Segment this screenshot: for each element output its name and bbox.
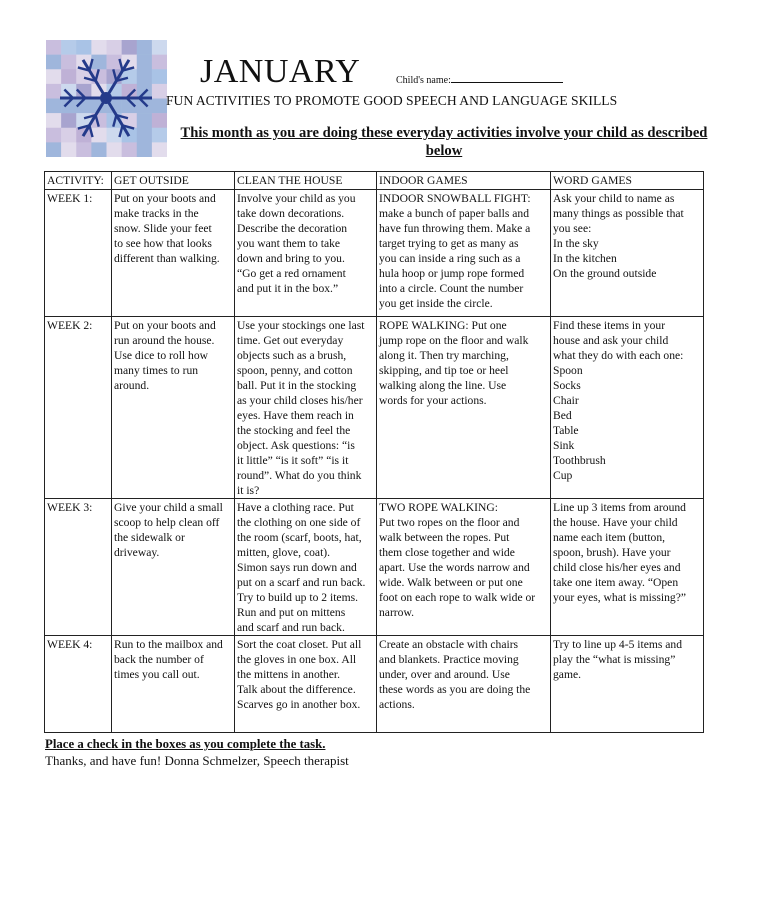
cell-text-line: child close his/her eyes and	[553, 561, 681, 574]
activity-cell	[235, 190, 377, 317]
cell-text-line: the room (scarf, boots, hat,	[237, 531, 362, 544]
cell-text-line: have fun throwing them. Make a	[379, 222, 531, 235]
cell-text-line: wide. Walk between or put one	[379, 576, 523, 589]
cell-text-line: make a bunch of paper balls and	[379, 207, 530, 220]
cell-text-line: the mittens in another.	[237, 668, 341, 681]
cell-text-line: In the kitchen	[553, 252, 617, 265]
cell-text-line: name each item (button,	[553, 531, 666, 544]
cell-text-line: Run and put on mittens	[237, 606, 346, 619]
table-row	[45, 636, 704, 733]
cell-text-line: words for your actions.	[379, 394, 487, 407]
cell-text-line: hula hoop or jump rope formed	[379, 267, 525, 280]
child-name-blank	[451, 73, 563, 83]
column-header: CLEAN THE HOUSE	[235, 172, 377, 190]
cell-text-line: and put it in the box.”	[237, 282, 339, 295]
table-header-row	[45, 172, 704, 190]
cell-text-line: Put two ropes on the floor and	[379, 516, 520, 529]
cell-text-line: put on a scarf and run back.	[237, 576, 366, 589]
cell-text-line: Sort the coat closet. Put all	[237, 638, 362, 651]
cell-text-line: skipping, and tip toe or heel	[379, 364, 509, 377]
cell-text-line: eyes. Have them reach in	[237, 409, 354, 422]
cell-text-line: actions.	[379, 698, 415, 711]
week-label: WEEK 2:	[45, 317, 112, 499]
cell-text-line: spoon, penny, and cotton	[237, 364, 353, 377]
cell-text-line: target trying to get as many as	[379, 237, 519, 250]
cell-text-line: Scarves go in another box.	[237, 698, 361, 711]
cell-text-line: driveway.	[114, 546, 160, 559]
cell-text-line: TWO ROPE WALKING:	[379, 501, 498, 514]
cell-text-line: down and bring to you.	[237, 252, 345, 265]
cell-text-line: walking along the line. Use	[379, 379, 507, 392]
table-body	[45, 190, 704, 733]
cell-text-line: INDOOR SNOWBALL FIGHT:	[379, 192, 531, 205]
cell-text-line: and scarf and run back.	[237, 621, 345, 634]
cell-text-line: around.	[114, 379, 150, 392]
cell-text-line: Bed	[553, 409, 572, 422]
cell-text-line: and blankets. Practice moving	[379, 653, 519, 666]
activity-cell	[235, 636, 377, 733]
column-header: GET OUTSIDE	[112, 172, 235, 190]
activity-cell	[112, 636, 235, 733]
activity-cell	[377, 317, 551, 499]
cell-text-line: many things as possible that	[553, 207, 684, 220]
cell-text-line: Use dice to roll how	[114, 349, 209, 362]
cell-text-line: game.	[553, 668, 582, 681]
cell-text-line: you can inside a ring such as a	[379, 252, 521, 265]
week-label: WEEK 3:	[45, 499, 112, 636]
cell-text-line: into a circle. Count the number	[379, 282, 524, 295]
cell-text-line: walk between the ropes. Put	[379, 531, 510, 544]
cell-text-line: Simon says run down and	[237, 561, 357, 574]
cell-text-line: as your child closes his/her	[237, 394, 363, 407]
week-label: WEEK 1:	[45, 190, 112, 317]
cell-text-line: Try to line up 4-5 items and	[553, 638, 683, 651]
cell-text-line: Run to the mailbox and	[114, 638, 223, 651]
cell-text-line: the sidewalk or	[114, 531, 185, 544]
activity-cell	[112, 317, 235, 499]
cell-text-line: In the sky	[553, 237, 599, 250]
cell-text-line: your eyes, what is missing?”	[553, 591, 686, 604]
cell-text-line: Try to build up to 2 items.	[237, 591, 358, 604]
cell-text-line: times you call out.	[114, 668, 200, 681]
cell-text-line: ball. Put it in the stocking	[237, 379, 357, 392]
cell-text-line: object. Ask questions: “is	[237, 439, 355, 452]
activity-cell	[551, 317, 704, 499]
cell-text-line: different than walking.	[114, 252, 220, 265]
activity-cell	[112, 190, 235, 317]
cell-text-line: many times to run	[114, 364, 199, 377]
cell-text-line: Cup	[553, 469, 573, 482]
cell-text-line: the clothing on one side of	[237, 516, 361, 529]
cell-text-line: Use your stockings one last	[237, 319, 365, 332]
cell-text-line: foot on each rope to walk wide or	[379, 591, 536, 604]
instruction-line: This month as you are doing these everyday activities involve your child as described	[180, 125, 708, 141]
cell-text-line: time. Get out everyday	[237, 334, 344, 347]
cell-text-line: Put on your boots and	[114, 192, 216, 205]
activity-table	[44, 171, 704, 733]
column-header: ACTIVITY:	[45, 172, 112, 190]
table-row	[45, 317, 704, 499]
activity-cell	[551, 190, 704, 317]
activity-cell	[377, 499, 551, 636]
cell-text-line: Chair	[553, 394, 579, 407]
instruction-line: below	[425, 143, 463, 159]
cell-text-line: Involve your child as you	[237, 192, 356, 205]
cell-text-line: to see how that looks	[114, 237, 212, 250]
cell-text-line: it is?	[237, 484, 260, 497]
snowflake-quilt-image	[46, 40, 167, 157]
cell-text-line: back the number of	[114, 653, 204, 666]
cell-text-line: Table	[553, 424, 579, 437]
activity-cell	[551, 499, 704, 636]
cell-text-line: house and ask your child	[553, 334, 669, 347]
cell-text-line: take down decorations.	[237, 207, 345, 220]
cell-text-line: apart. Use the words narrow and	[379, 561, 530, 574]
cell-text-line: spoon, brush). Have your	[553, 546, 671, 559]
activity-cell	[112, 499, 235, 636]
cell-text-line: you get inside the circle.	[379, 297, 493, 310]
cell-text-line: Spoon	[553, 364, 583, 377]
cell-text-line: Ask your child to name as	[553, 192, 675, 205]
subtitle: FUN ACTIVITIES TO PROMOTE GOOD SPEECH AND LANGUAGE SKILLS	[166, 93, 618, 108]
cell-text-line: what they do with each one:	[553, 349, 684, 362]
cell-text-line: Create an obstacle with chairs	[379, 638, 519, 651]
cell-text-line: it little” “is it soft” “is it	[237, 454, 349, 467]
activity-cell	[377, 190, 551, 317]
page-title: JANUARY	[200, 53, 361, 90]
activity-cell	[235, 499, 377, 636]
cell-text-line: snow. Slide your feet	[114, 222, 212, 235]
table-row	[45, 190, 704, 317]
cell-text-line: the gloves in one box. All	[237, 653, 357, 666]
column-header: INDOOR GAMES	[377, 172, 551, 190]
checkbox-note: Place a check in the boxes as you complete the task.	[45, 737, 326, 751]
cell-text-line: objects such as a brush,	[237, 349, 347, 362]
cell-text-line: “Go get a red ornament	[237, 267, 346, 280]
cell-text-line: under, over and around. Use	[379, 668, 510, 681]
child-name-label: Child's name:	[396, 75, 451, 86]
cell-text-line: you see:	[553, 222, 592, 235]
cell-text-line: Talk about the difference.	[237, 683, 356, 696]
cell-text-line: take one item away. “Open	[553, 576, 679, 589]
signature-line: Thanks, and have fun! Donna Schmelzer, Speech therapist	[45, 753, 349, 768]
cell-text-line: along it. Then try marching,	[379, 349, 509, 362]
cell-text-line: Describe the decoration	[237, 222, 348, 235]
cell-text-line: these words as you are doing the	[379, 683, 531, 696]
cell-text-line: jump rope on the floor and walk	[379, 334, 529, 347]
cell-text-line: Find these items in your	[553, 319, 666, 332]
cell-text-line: play the “what is missing”	[553, 653, 676, 666]
cell-text-line: scoop to help clean off	[114, 516, 220, 529]
activity-cell	[377, 636, 551, 733]
cell-text-line: make tracks in the	[114, 207, 199, 220]
cell-text-line: Have a clothing race. Put	[237, 501, 354, 514]
cell-text-line: Give your child a small	[114, 501, 223, 514]
cell-text-line: them close together and wide	[379, 546, 515, 559]
cell-text-line: ROPE WALKING: Put one	[379, 319, 507, 332]
instruction-text	[170, 124, 718, 160]
cell-text-line: run around the house.	[114, 334, 215, 347]
cell-text-line: On the ground outside	[553, 267, 657, 280]
cell-text-line: narrow.	[379, 606, 414, 619]
column-header: WORD GAMES	[551, 172, 704, 190]
cell-text-line: Sink	[553, 439, 575, 452]
activity-cell	[551, 636, 704, 733]
cell-text-line: mitten, glove, coat).	[237, 546, 331, 559]
cell-text-line: the house. Have your child	[553, 516, 678, 529]
table-row	[45, 499, 704, 636]
child-name-field	[396, 73, 563, 86]
cell-text-line: you want them to take	[237, 237, 341, 250]
cell-text-line: Socks	[553, 379, 581, 392]
week-label: WEEK 4:	[45, 636, 112, 733]
cell-text-line: the stocking and feel the	[237, 424, 351, 437]
cell-text-line: Put on your boots and	[114, 319, 216, 332]
activity-cell	[235, 317, 377, 499]
cell-text-line: Line up 3 items from around	[553, 501, 686, 514]
cell-text-line: Toothbrush	[553, 454, 606, 467]
cell-text-line: round”. What do you think	[237, 469, 362, 482]
